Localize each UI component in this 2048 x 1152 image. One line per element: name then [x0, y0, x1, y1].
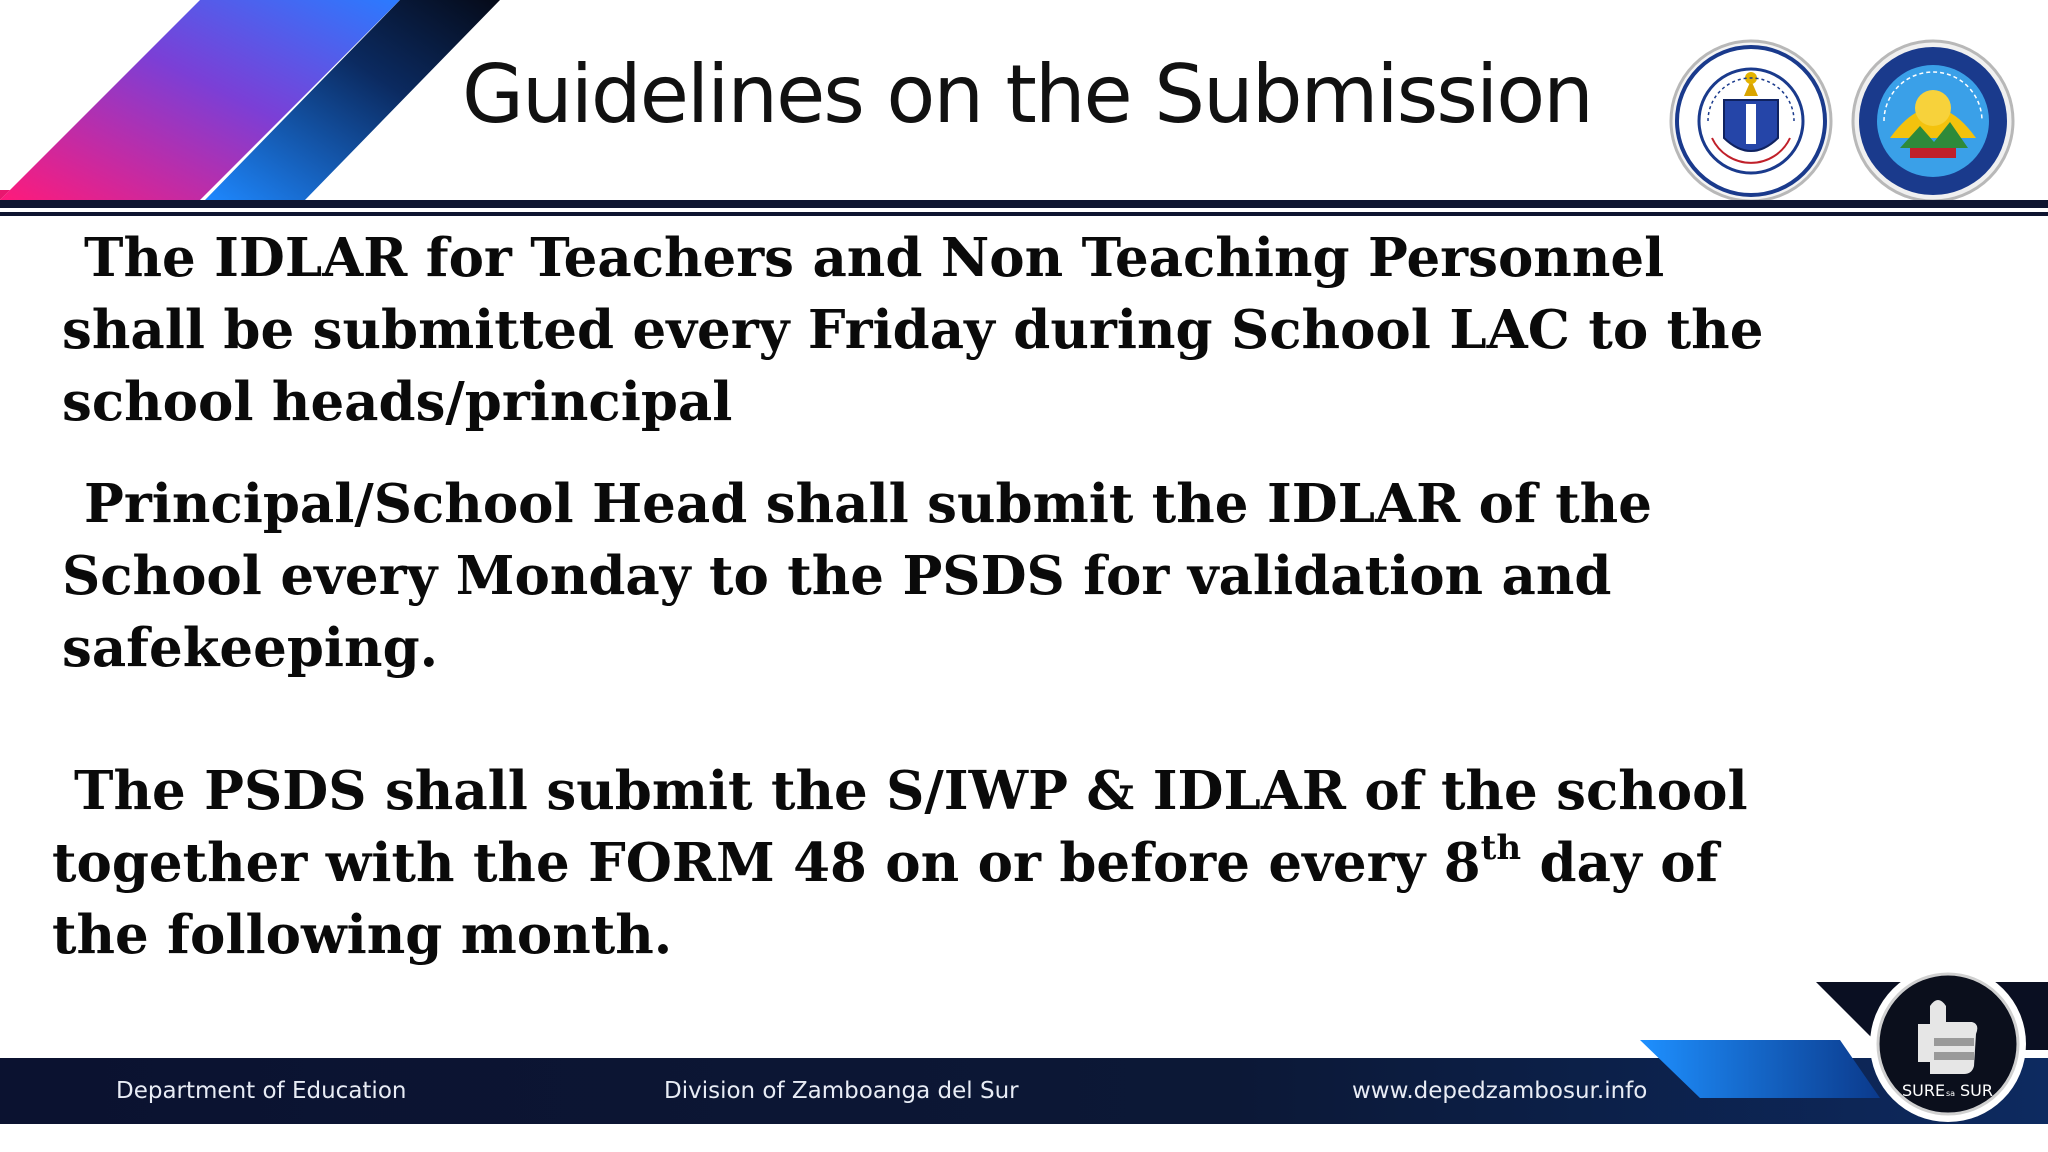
- guideline-paragraph-2: [62, 468, 1652, 684]
- badge-text-sur: SUR: [1960, 1081, 1993, 1100]
- header-divider-thick: [0, 200, 2048, 208]
- guideline-3-line-2-before: together with the FORM 48 on or before every 8: [52, 832, 1481, 894]
- guideline-1-line-2: shall be submitted every Friday during School LAC to the: [62, 299, 1764, 361]
- header-divider-thin: [0, 212, 2048, 216]
- guideline-2-line-1: Principal/School Head shall submit the IDLAR of the: [84, 473, 1652, 535]
- guideline-1-line-3: school heads/principal: [62, 371, 733, 433]
- badge-text-sa: sa: [1946, 1089, 1956, 1098]
- sure-sa-sur-badge-icon: [1868, 964, 2028, 1124]
- deped-seal-icon: [1668, 38, 1834, 204]
- footer-division: Division of Zamboanga del Sur: [664, 1078, 1019, 1104]
- badge-text-sure: SURE: [1902, 1081, 1946, 1100]
- guideline-2-line-3: safekeeping.: [62, 617, 439, 679]
- footer-website-link[interactable]: www.depedzambosur.info: [1352, 1078, 1648, 1104]
- guideline-paragraph-3: [52, 755, 1748, 971]
- guideline-2-line-2: School every Monday to the PSDS for validation and: [62, 545, 1612, 607]
- guideline-paragraph-1: [62, 222, 1764, 438]
- header-stripes-decoration: [0, 0, 520, 205]
- guideline-3-line-2-after: day of: [1521, 832, 1719, 894]
- ordinal-suffix: th: [1480, 828, 1522, 868]
- guideline-3-line-2: [52, 827, 1748, 899]
- guideline-1-line-1: The IDLAR for Teachers and Non Teaching Personnel: [84, 227, 1665, 289]
- guideline-3-line-3: the following month.: [52, 904, 673, 966]
- division-seal-icon: [1850, 38, 2016, 204]
- guideline-3-line-1: The PSDS shall submit the S/IWP & IDLAR of the school: [74, 760, 1748, 822]
- page-title: Guidelines on the Submission: [462, 48, 1592, 141]
- footer-department: Department of Education: [116, 1078, 407, 1104]
